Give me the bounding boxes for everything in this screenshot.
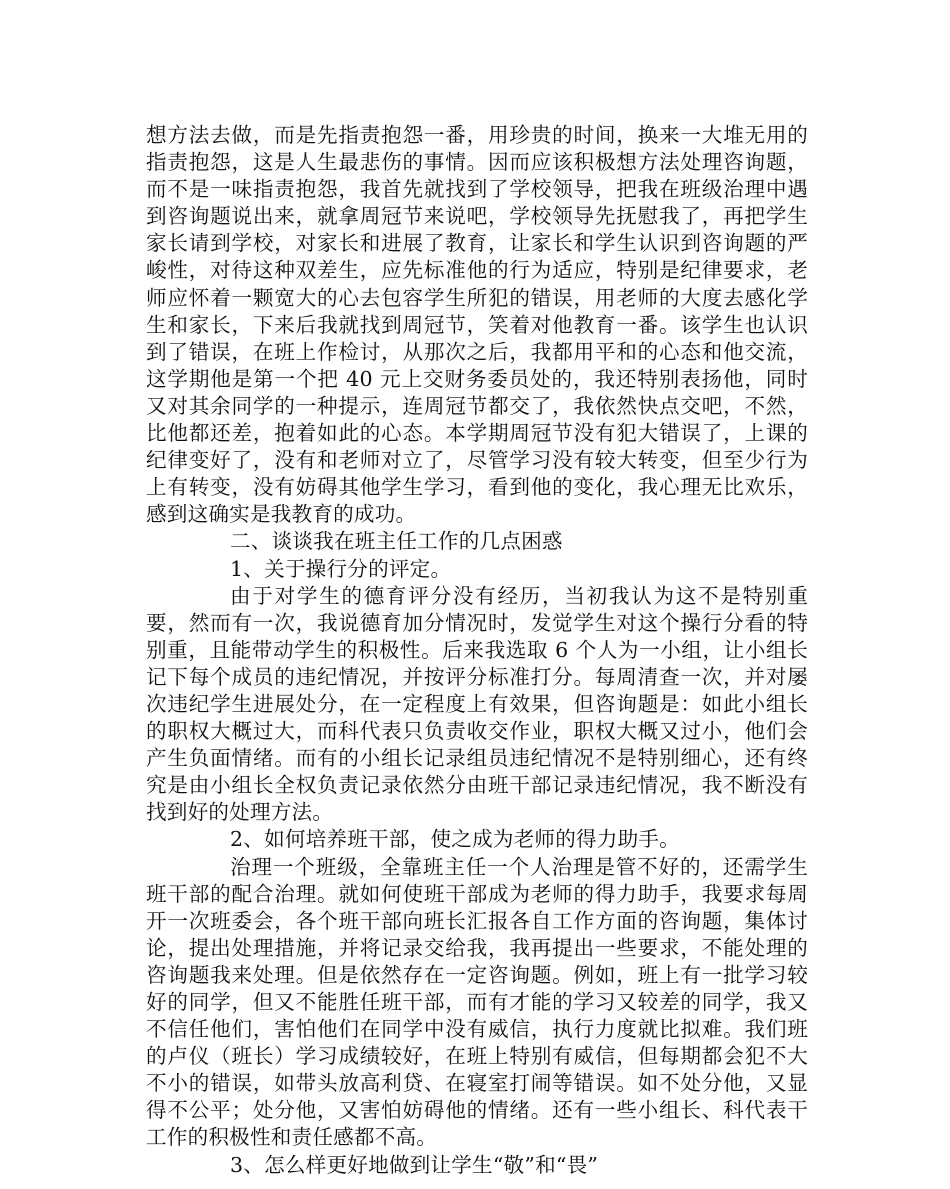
section-heading-confusions: 二、谈谈我在班主任工作的几点困惑 [230,529,563,554]
subheading-conduct-score: 1、关于操行分的评定。 [230,556,452,581]
paragraph-class-cadres: 治理一个班级，全靠班主任一个人治理是管不好的，还需学生班干部的配合治理。就如何使班干部成为老师的得力助手，我要求每周开一次班委会，各个班干部向班长汇报各自工作方面的咨询题，集体讨论，提出处理措施，并将记录交给我，我再提出一些要求，不能处理的咨询题我来处理。但是依然存在一定咨询题。例如，班上有一批学习较好的同学，但又不能胜任班干部，而有才能的学习又较差的同学，我又不信任他们，害怕他们在同学中没有威信，执行力度就比拟难。我们班的卢仪（班长）学习成绩较好，在班上特别有威信，但每期都会犯不大不小的错误，如带头放高利贷、在寝室打闹等错误。如不处分他，又显得不公平；处分他，又害怕妨碍他的情绪。还有一些小组长、科代表干工作的积极性和责任感都不高。 [146,854,808,1150]
paragraph-conduct-score: 由于对学生的德育评分没有经历，当初我认为这不是特别重要，然而有一次，我说德育加分情况时，发觉学生对这个操行分看的特别重，且能带动学生的积极性。后来我选取 6 个人为一小组，让小组长记下每个成员的违纪情况，并按评分标准打分。每周清查一次，并对屡次违纪学生进展处分，在一定程度上有效果，但咨询题是：如此小组长的职权大概过大，而科代表只负责收交作业，职权大概又过小，他们会产生负面情绪。而有的小组长记录组员违纪情况不是特别细心，还有终究是由小组长全权负责记录依然分由班干部记录违纪情况，我不断没有找到好的处理方法。 [146,583,808,825]
subheading-class-cadres: 2、如何培养班干部，使之成为老师的得力助手。 [230,827,680,852]
document-page [146,122,808,1179]
paragraph-continued: 想方法去做，而是先指责抱怨一番，用珍贵的时间，换来一大堆无用的指责抱怨，这是人生最悲伤的事情。因而应该积极想方法处理咨询题，而不是一味指责抱怨，我首先就找到了学校领导，把我在班级治理中遇到咨询题说出来，就拿周冠节来说吧，学校领导先抚慰我了，再把学生家长请到学校，对家长和进展了教育，让家长和学生认识到咨询题的严峻性，对待这种双差生，应先标准他的行为适应，特别是纪律要求，老师应怀着一颗宽大的心去包容学生所犯的错误，用老师的大度去感化学生和家长，下来后我就找到周冠节，笑着对他教育一番。该学生也认识到了错误，在班上作检讨，从那次之后，我都用平和的心态和他交流，这学期他是第一个把 40 元上交财务委员处的，我还特别表扬他，同时又对其余同学的一种提示，连周冠节都交了，我依然快点交吧，不然，比他都还差，抱着如此的心态。本学期周冠节没有犯大错误了，上课的纪律变好了，没有和老师对立了，尽管学习没有较大转变，但至少行为上有转变，没有妨碍其他学生学习，看到他的变化，我心理无比欢乐，感到这确实是我教育的成功。 [146,123,808,527]
subheading-respect-fear: 3、怎么样更好地做到让学生“敬”和“畏” [230,1152,599,1177]
